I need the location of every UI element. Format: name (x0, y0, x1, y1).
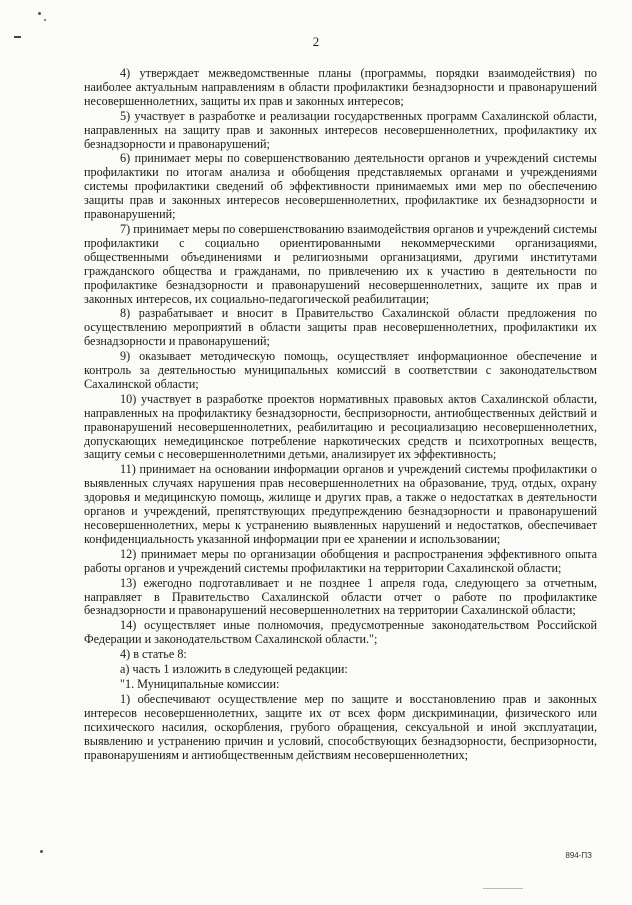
paragraph: 9) оказывает методическую помощь, осуществляет информационное обеспечение и контроль за деятельностью муниципальных комиссий в соответствии с законодательством Сахалинской области; (84, 349, 597, 391)
paragraph: 11) принимает на основании информации органов и учреждений системы профилактики о выявленных случаях нарушения прав несовершеннолетних на образование, труд, отдых, охрану здоровья и медицинскую помощь, жилище и других прав, а также о недостатках в деятельности органов и учреждений, препятствующих предупреждению безнадзорности и правонарушений несовершеннолетних, меры к устранению выявленных нарушений и недостатков, обеспечивает конфиденциальность указанной информации при ее хранении и использовании; (84, 462, 597, 546)
paragraph: 7) принимает меры по совершенствованию взаимодействия органов и учреждений системы профилактики с социально ориентированными некоммерческими организациями, общественными объединениями и религиозными организациями, другими институтами гражданского общества и гражданами, по привлечению их к участию в деятельности по профилактике безнадзорности и правонарушений несовершеннолетних, защите их прав и законных интересов, их социально-педагогической реабилитации; (84, 221, 597, 306)
paragraph: "1. Муниципальные комиссии: (120, 676, 280, 691)
document-code: 894-ПЗ (565, 851, 592, 860)
paragraph: 1) обеспечивают осуществление мер по защите и восстановлению прав и законных интересов несовершеннолетних, защите их от всех форм дискриминации, физического или психического насилия, оскорбления, грубого обращения, сексуальной и иной эксплуатации, выявлению и устранению причин и условий, способствующих безнадзорности, беспризорности, правонарушениям и антиобщественным действиям несовершеннолетних; (84, 691, 597, 762)
scan-speck (40, 850, 43, 853)
scan-line (483, 888, 523, 889)
paragraph: 14) осуществляет иные полномочия, предусмотренные законодательством Российской Федерации и законодательством Сахалинской области."; (84, 618, 597, 647)
paragraph: 10) участвует в разработке проектов нормативных правовых актов Сахалинской области, направленных на профилактику безнадзорности, беспризорности, антиобщественных действий и правонарушений несовершеннолетних, реабилитацию и ресоциализацию несовершеннолетних, допускающих немедицинское потребление наркотических средств и психотропных веществ, защиту семьи с несовершеннолетними детьми, анализирует их эффективность; (84, 391, 597, 462)
scan-speck (38, 12, 41, 15)
page-number: 2 (312, 34, 320, 49)
paragraph: 4) утверждает межведомственные планы (программы, порядки взаимодействия) по наиболее актуальным направлениям в области профилактики безнадзорности и правонарушений несовершеннолетних, защиты их прав и законных интересов; (84, 66, 597, 108)
paragraph: 5) участвует в разработке и реализации государственных программ Сахалинской области, направленных на защиту прав и законных интересов несовершеннолетних, профилактику их безнадзорности и правонарушений; (84, 108, 597, 151)
paragraph: 13) ежегодно подготавливает и не позднее 1 апреля года, следующего за отчетным, направляет в Правительство Сахалинской области отчет о работе по профилактике безнадзорности и правонарушений несовершеннолетних на территории Сахалинской области; (84, 575, 597, 618)
paragraph: 6) принимает меры по совершенствованию деятельности органов и учреждений системы профилактики по итогам анализа и обобщения представляемых органами и учреждениями системы профилактики сведений об эффективности принимаемых ими мер по обеспечению защиты прав и законных интересов несовершеннолетних, профилактике их безнадзорности и правонарушений; (84, 151, 597, 222)
document-body (84, 67, 597, 762)
paragraph: 4) в статье 8: (120, 647, 187, 662)
paragraph: а) часть 1 изложить в следующей редакции: (120, 662, 348, 677)
paragraph: 12) принимает меры по организации обобщения и распространения эффективного опыта работы органов и учреждений системы профилактики на территории Сахалинской области; (84, 546, 597, 575)
scan-speck (44, 19, 46, 21)
paragraph: 8) разрабатывает и вносит в Правительство Сахалинской области предложения по осуществлению мероприятий в области защиты прав несовершеннолетних, профилактики их безнадзорности и правонарушений; (84, 306, 597, 349)
